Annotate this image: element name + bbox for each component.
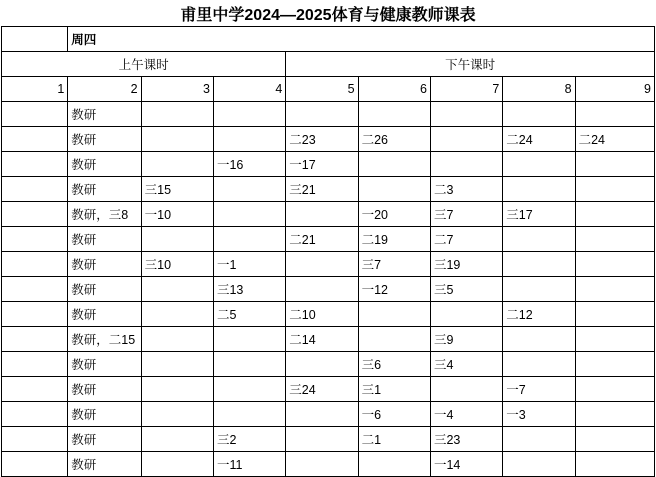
- schedule-cell: [286, 102, 358, 127]
- schedule-cell: [430, 102, 502, 127]
- schedule-cell: [2, 127, 68, 152]
- schedule-cell: [358, 452, 430, 477]
- schedule-cell: [575, 102, 654, 127]
- schedule-cell: [2, 227, 68, 252]
- schedule-cell: [503, 102, 575, 127]
- table-row: [2, 352, 655, 377]
- schedule-cell: 二24: [503, 127, 575, 152]
- schedule-cell: [2, 152, 68, 177]
- schedule-cell: [286, 202, 358, 227]
- table-row: [2, 402, 655, 427]
- schedule-cell: 三1: [358, 377, 430, 402]
- schedule-cell: [2, 327, 68, 352]
- schedule-cell: [213, 402, 285, 427]
- schedule-cell: 三6: [358, 352, 430, 377]
- schedule-cell: [575, 377, 654, 402]
- schedule-cell: 教研: [68, 252, 141, 277]
- schedule-cell: [141, 427, 213, 452]
- timetable-grid: [1, 26, 655, 477]
- period-number-8: 8: [503, 77, 575, 102]
- schedule-cell: [141, 127, 213, 152]
- schedule-cell: [430, 302, 502, 327]
- schedule-cell: [2, 377, 68, 402]
- schedule-cell: 一11: [213, 452, 285, 477]
- schedule-cell: [503, 352, 575, 377]
- table-row: [2, 377, 655, 402]
- period-number-9: 9: [575, 77, 654, 102]
- schedule-cell: 一10: [141, 202, 213, 227]
- period-number-6: 6: [358, 77, 430, 102]
- table-row: [2, 177, 655, 202]
- schedule-cell: [358, 102, 430, 127]
- schedule-cell: 三5: [430, 277, 502, 302]
- schedule-cell: 一17: [286, 152, 358, 177]
- schedule-cell: [2, 427, 68, 452]
- day-header-spacer: [2, 27, 68, 52]
- schedule-cell: [575, 327, 654, 352]
- schedule-cell: [575, 352, 654, 377]
- schedule-cell: [213, 177, 285, 202]
- schedule-cell: 三2: [213, 427, 285, 452]
- schedule-cell: 一12: [358, 277, 430, 302]
- schedule-cell: 教研: [68, 102, 141, 127]
- schedule-cell: [141, 102, 213, 127]
- period-number-4: 4: [213, 77, 285, 102]
- schedule-cell: [358, 302, 430, 327]
- schedule-cell: 一20: [358, 202, 430, 227]
- schedule-cell: 三7: [430, 202, 502, 227]
- schedule-cell: [141, 452, 213, 477]
- schedule-cell: [213, 377, 285, 402]
- schedule-cell: [141, 352, 213, 377]
- schedule-cell: [575, 302, 654, 327]
- schedule-cell: [575, 402, 654, 427]
- schedule-cell: [430, 152, 502, 177]
- schedule-cell: [430, 127, 502, 152]
- schedule-cell: 一7: [503, 377, 575, 402]
- schedule-cell: [2, 402, 68, 427]
- table-row: [2, 102, 655, 127]
- schedule-cell: 二12: [503, 302, 575, 327]
- schedule-cell: [503, 177, 575, 202]
- schedule-cell: 教研: [68, 127, 141, 152]
- schedule-cell: 教研: [68, 152, 141, 177]
- schedule-cell: [575, 177, 654, 202]
- schedule-cell: 教研: [68, 177, 141, 202]
- schedule-cell: [575, 202, 654, 227]
- schedule-cell: 三15: [141, 177, 213, 202]
- schedule-cell: [141, 327, 213, 352]
- schedule-cell: [430, 377, 502, 402]
- schedule-cell: 教研，三8: [68, 202, 141, 227]
- page-title: 甫里中学2024—2025体育与健康教师课表: [180, 6, 476, 24]
- schedule-cell: [575, 252, 654, 277]
- schedule-cell: [503, 152, 575, 177]
- schedule-cell: [358, 177, 430, 202]
- schedule-cell: 二3: [430, 177, 502, 202]
- schedule-cell: 一4: [430, 402, 502, 427]
- schedule-cell: [575, 452, 654, 477]
- schedule-cell: 一16: [213, 152, 285, 177]
- schedule-cell: [2, 302, 68, 327]
- schedule-cell: 三13: [213, 277, 285, 302]
- period-number-7: 7: [430, 77, 502, 102]
- day-header-row: [2, 27, 655, 52]
- schedule-cell: 三24: [286, 377, 358, 402]
- schedule-cell: [213, 227, 285, 252]
- schedule-cell: [141, 377, 213, 402]
- schedule-cell: [503, 327, 575, 352]
- schedule-cell: [213, 202, 285, 227]
- table-row: [2, 327, 655, 352]
- schedule-cell: 教研: [68, 452, 141, 477]
- period-number-5: 5: [286, 77, 358, 102]
- schedule-cell: 二14: [286, 327, 358, 352]
- schedule-cell: 一1: [213, 252, 285, 277]
- schedule-cell: [575, 152, 654, 177]
- table-row: [2, 452, 655, 477]
- schedule-cell: [575, 227, 654, 252]
- schedule-cell: [2, 352, 68, 377]
- schedule-cell: [286, 277, 358, 302]
- schedule-cell: [213, 327, 285, 352]
- schedule-cell: [2, 102, 68, 127]
- schedule-cell: [286, 427, 358, 452]
- table-row: [2, 302, 655, 327]
- schedule-cell: 三9: [430, 327, 502, 352]
- period-number-2: 2: [68, 77, 141, 102]
- schedule-cell: 三4: [430, 352, 502, 377]
- schedule-cell: 教研，二15: [68, 327, 141, 352]
- schedule-cell: 二24: [575, 127, 654, 152]
- table-row: [2, 277, 655, 302]
- section-header-row: [2, 52, 655, 77]
- schedule-cell: 二26: [358, 127, 430, 152]
- schedule-cell: [141, 402, 213, 427]
- schedule-cell: [141, 277, 213, 302]
- schedule-cell: [358, 327, 430, 352]
- afternoon-section-header: 下午课时: [286, 52, 655, 77]
- schedule-cell: [286, 452, 358, 477]
- schedule-cell: 二19: [358, 227, 430, 252]
- schedule-cell: 三17: [503, 202, 575, 227]
- period-number-1: 1: [2, 77, 68, 102]
- schedule-cell: 二10: [286, 302, 358, 327]
- schedule-cell: 教研: [68, 427, 141, 452]
- schedule-cell: [575, 277, 654, 302]
- schedule-cell: 教研: [68, 277, 141, 302]
- timetable-body: [2, 27, 655, 477]
- schedule-cell: 二7: [430, 227, 502, 252]
- schedule-cell: 三19: [430, 252, 502, 277]
- schedule-cell: 二5: [213, 302, 285, 327]
- schedule-cell: 教研: [68, 302, 141, 327]
- schedule-cell: [503, 452, 575, 477]
- schedule-cell: 三23: [430, 427, 502, 452]
- schedule-cell: 教研: [68, 227, 141, 252]
- schedule-cell: [141, 152, 213, 177]
- table-row: [2, 202, 655, 227]
- schedule-cell: [358, 152, 430, 177]
- table-row: [2, 127, 655, 152]
- table-row: [2, 227, 655, 252]
- day-label: 周四: [68, 27, 655, 52]
- schedule-cell: [286, 402, 358, 427]
- schedule-cell: 三7: [358, 252, 430, 277]
- schedule-cell: [2, 277, 68, 302]
- morning-section-header: 上午课时: [2, 52, 286, 77]
- schedule-cell: 三10: [141, 252, 213, 277]
- schedule-cell: 教研: [68, 377, 141, 402]
- schedule-cell: [575, 427, 654, 452]
- schedule-cell: [286, 352, 358, 377]
- schedule-cell: [2, 252, 68, 277]
- schedule-cell: 二21: [286, 227, 358, 252]
- table-row: [2, 252, 655, 277]
- table-row: [2, 427, 655, 452]
- period-number-3: 3: [141, 77, 213, 102]
- schedule-cell: 二23: [286, 127, 358, 152]
- schedule-cell: 二1: [358, 427, 430, 452]
- schedule-cell: [141, 302, 213, 327]
- schedule-cell: [503, 252, 575, 277]
- schedule-cell: 一6: [358, 402, 430, 427]
- schedule-cell: 教研: [68, 402, 141, 427]
- schedule-cell: [503, 227, 575, 252]
- schedule-cell: [213, 127, 285, 152]
- schedule-cell: [503, 427, 575, 452]
- schedule-cell: [213, 352, 285, 377]
- table-row: [2, 152, 655, 177]
- schedule-cell: [141, 227, 213, 252]
- schedule-cell: 一14: [430, 452, 502, 477]
- schedule-cell: 三21: [286, 177, 358, 202]
- schedule-cell: 教研: [68, 352, 141, 377]
- schedule-cell: [2, 452, 68, 477]
- schedule-cell: [286, 252, 358, 277]
- period-number-row: [2, 77, 655, 102]
- schedule-cell: 一3: [503, 402, 575, 427]
- schedule-cell: [213, 102, 285, 127]
- schedule-cell: [2, 177, 68, 202]
- schedule-cell: [503, 277, 575, 302]
- schedule-cell: [2, 202, 68, 227]
